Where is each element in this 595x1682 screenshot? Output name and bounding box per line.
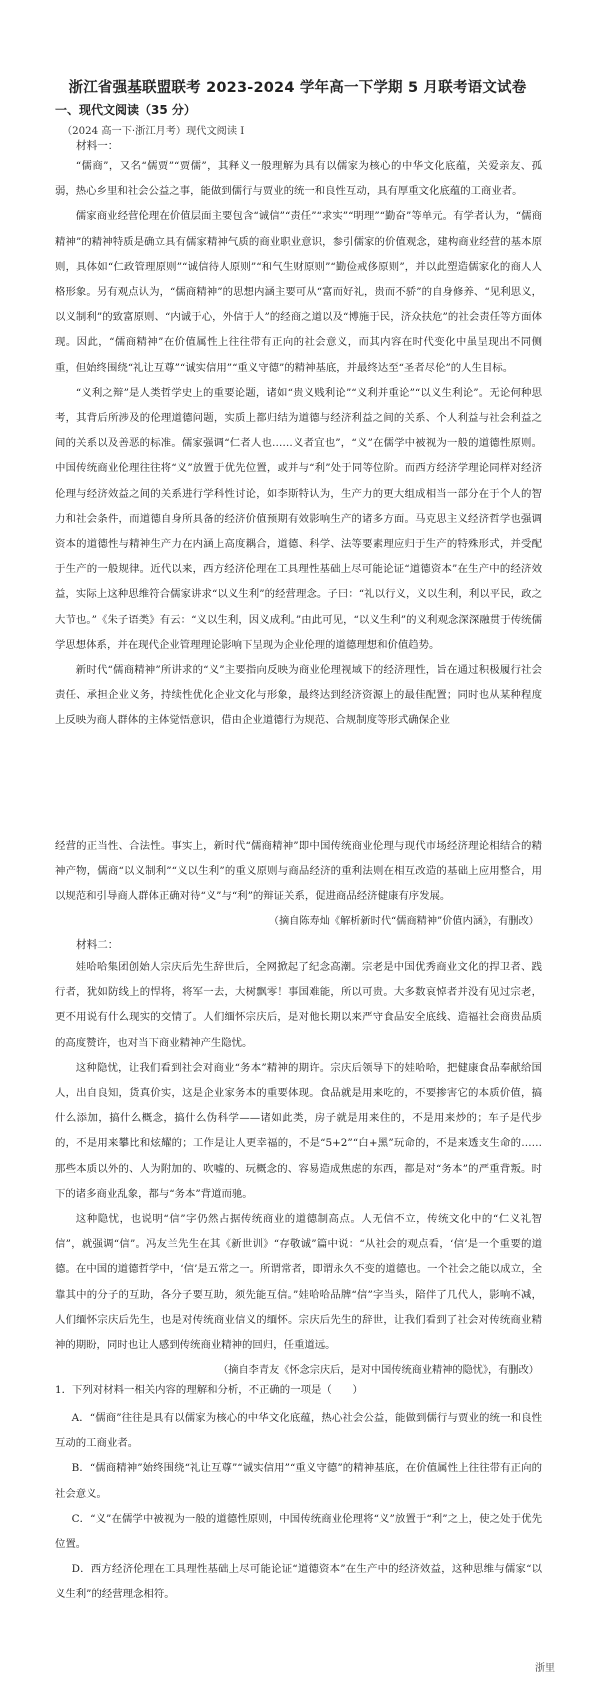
page-title: 浙江省强基联盟联考 2023-2024 学年高一下学期 5 月联考语文试卷: [68, 80, 527, 96]
material1-paragraph: “儒商”，又名“儒贾”“贾儒”，其释义一般理解为具有以儒家为核心的中华文化底蕴，关爱亲友、孤弱，热心乡里和社会公益之事，能做到儒行与贾业的统一和良性互动，具有厚重文化底蕴的工商业者。: [55, 160, 542, 198]
material2-paragraph: 这种隐忧，也说明“信”字仍然占据传统商业的道德制高点。人无信不立，传统文化中的“仁义礼智信”，就强调“信”。冯友兰先生在其《新世训》“存敬诚”篇中说：“从社会的观点看，‘信’是一个重要的道德。在中国的道德哲学中，‘信’是五常之一。所谓常者，即谓永久不变的道德也。一个社会之能以成立，全靠其中的分子的互助，各分子要互助，须先能互信。”娃哈哈品牌“信”字当头，陪伴了几代人，影响不减，人们缅怀宗庆后先生，也是对传统商业信义的缅怀。宗庆后先生的辞世，让我们看到了社会对传统商业精神的期盼，同时也让人感到传统商业精神的回归，任重道远。: [55, 1213, 542, 1352]
material2-label: 材料二：: [76, 939, 119, 951]
page-footer: 浙里: [535, 1663, 555, 1674]
option-d[interactable]: D．西方经济伦理在工具理性基础上尽可能论证“道德资本”在生产中的经济效益，这种思维与儒家“以义生利”的经营理念相符。: [55, 1563, 542, 1601]
section-heading: 一、现代文阅读（35 分）: [55, 103, 196, 117]
question-1-stem: 1．下列对材料一相关内容的理解和分析，不正确的一项是（ ）: [55, 1384, 363, 1396]
material1-paragraph: 儒家商业经营伦理在价值层面主要包含“诚信”“责任”“求实”“明理”“勤奋”等单元。有学者认为，“儒商精神”的精神特质是确立具有儒家精神气质的商业职业意识，参引儒家的价值观念，建构商业经营的基本原则，具体如“仁政管理原则”“诚信待人原则”“和气生财原则”“勤俭戒侈原则”，并以此塑造儒家化的商人人格形象。另有观点认为，“儒商精神”的思想内涵主要可从“富而好礼，贵而不骄”的自身修养、“见利思义，以义制利”的致富原则、“内诚于心，外信于人”的经商之道以及“博施于民，济众扶危”的社会责任等方面体现。因此，“儒商精神”在价值属性上往往带有正向的社会意义，而其内容在时代变化中虽呈现出不同侧重，但始终围绕“礼让互尊”“诚实信用”“重义守德”的精神基底，并最终达至“圣者尽伦”的人生目标。: [55, 210, 542, 374]
material2-body: [55, 955, 542, 1358]
material2-paragraph: 这种隐忧，让我们看到社会对商业“务本”精神的期许。宗庆后领导下的娃哈哈，把健康食品奉献给国人，出自良知，货真价实，这是企业家务本的重要体现。食品就是用来吃的，不要掺害它的本质价值，搞什么添加，搞什么概念，搞什么伪科学——诸如此类，房子就是用来住的，不是用来炒的；车子是代步的，不是用来攀比和炫耀的；工作是让人更幸福的，不是“5+2”“白+黑”玩命的，不是来透支生命的……那些本质以外的、人为附加的、吹嘘的、玩概念的、容易造成焦虑的东西，都是对“务本”的严重背叛。时下的诸多商业乱象，都与“务本”背道而驰。: [55, 1061, 542, 1200]
material1-citation: （摘自陈寿灿《解析新时代“儒商精神”价值内涵》，有删改）: [268, 916, 539, 927]
material1-paragraph: 新时代“儒商精神”所讲求的“义”主要指向反映为商业伦理视域下的经济理性，旨在通过积极履行社会责任、承担企业义务，持续性优化企业文化与形象，最终达到经济资源上的最佳配置；同时也从某种程度上反映为商人群体的主体觉悟意识，借由企业道德行为规范、合规制度等形式确保企业: [55, 664, 542, 727]
material1-label: 材料一：: [76, 140, 119, 152]
material2-citation: （摘自李青友《怀念宗庆后，是对中国传统商业精神的隐忧》，有删改）: [218, 1365, 539, 1376]
material2-paragraph: 娃哈哈集团创始人宗庆后先生辞世后，全网掀起了纪念高潮。宗老是中国优秀商业文化的捍卫者、践行者，犹如防线上的悍将，将军一去，大树飘零！事国难能，所以可贵。大多数哀悼者并没有见过宗老，更不用说有什么现实的交情了。人们缅怀宗庆后，是对他长期以来严守食品安全底线、造福社会商贵品质的高度赞许，也对当下商业精神产生隐忧。: [55, 961, 542, 1049]
material1-paragraph: 经营的正当性、合法性。事实上，新时代“儒商精神”即中国传统商业伦理与现代市场经济理论相结合的精神产物，儒商“以义制利”“义以生利”的重义原则与商品经济的重利法则在相互改造的基础上应用整合，用以规范和引导商人群体正确对待“义”与“利”的辩证关系，促进商品经济健康有序发展。: [55, 840, 542, 903]
material1-body-b: [55, 834, 542, 910]
option-b[interactable]: B．“儒商精神”始终围绕“礼让互尊”“诚实信用”“重义守德”的精神基底，在价值属性上往往带有正向的社会意义。: [55, 1462, 542, 1500]
option-a[interactable]: A．“儒商”往往是具有以儒家为核心的中华文化底蕴，热心社会公益，能做到儒行与贾业的统一和良性互动的工商业者。: [55, 1412, 542, 1450]
material1-paragraph: “义利之辩”是人类哲学史上的重要论题，诸如“贵义贱利论”“义利并重论”“以义生利论”。无论何种思考，其背后所涉及的伦理道德问题，实质上都归结为道德与经济利益之间的关系、个人利益与社会利益之间的关系以及善恶的标准。儒家强调“仁者人也……义者宜也”，“义”在儒学中被视为一般的道德性原则。中国传统商业伦理往往将“义”放置于优先位置，或并与“利”处于同等位阶。而西方经济学理论同样对经济伦理与经济效益之间的关系进行学科性讨论，如李斯特认为，生产力的更大组成相当一部分在于个人的智力和社会条件，而道德自身所具备的经济价值预期有效影响生产的诸多方面。马克思主义经济哲学也强调资本的道德性与精神生产力在内涵上高度耦合，道德、科学、法等要素理应归于生产的特殊形式，并受配于生产的一般规律。近代以来，西方经济伦理在工具理性基础上尽可能论证“道德资本”在生产中的经济效益，实际上这种思维符合儒家讲求“以义生利”的经营理念。子曰：“礼以行义，义以生利，利以平民，政之大节也。”《朱子语类》有云：“义以生利，因义成利。”由此可见，“以义生利”的义利观念深深融贯于传统儒学思想体系，并在现代企业管理理论影响下呈现为企业伦理的道德理想和价值趋势。: [55, 386, 542, 651]
material1-body-a: [55, 154, 542, 734]
option-c[interactable]: C．“义”在儒学中被视为一般的道德性原则，中国传统商业伦理将“义”放置于“利”之上，使之处于优先位置。: [55, 1512, 542, 1551]
source-tag: （2024 高一下·浙江月考）现代文阅读 I: [62, 126, 245, 137]
question-1-options: [55, 1406, 542, 1608]
